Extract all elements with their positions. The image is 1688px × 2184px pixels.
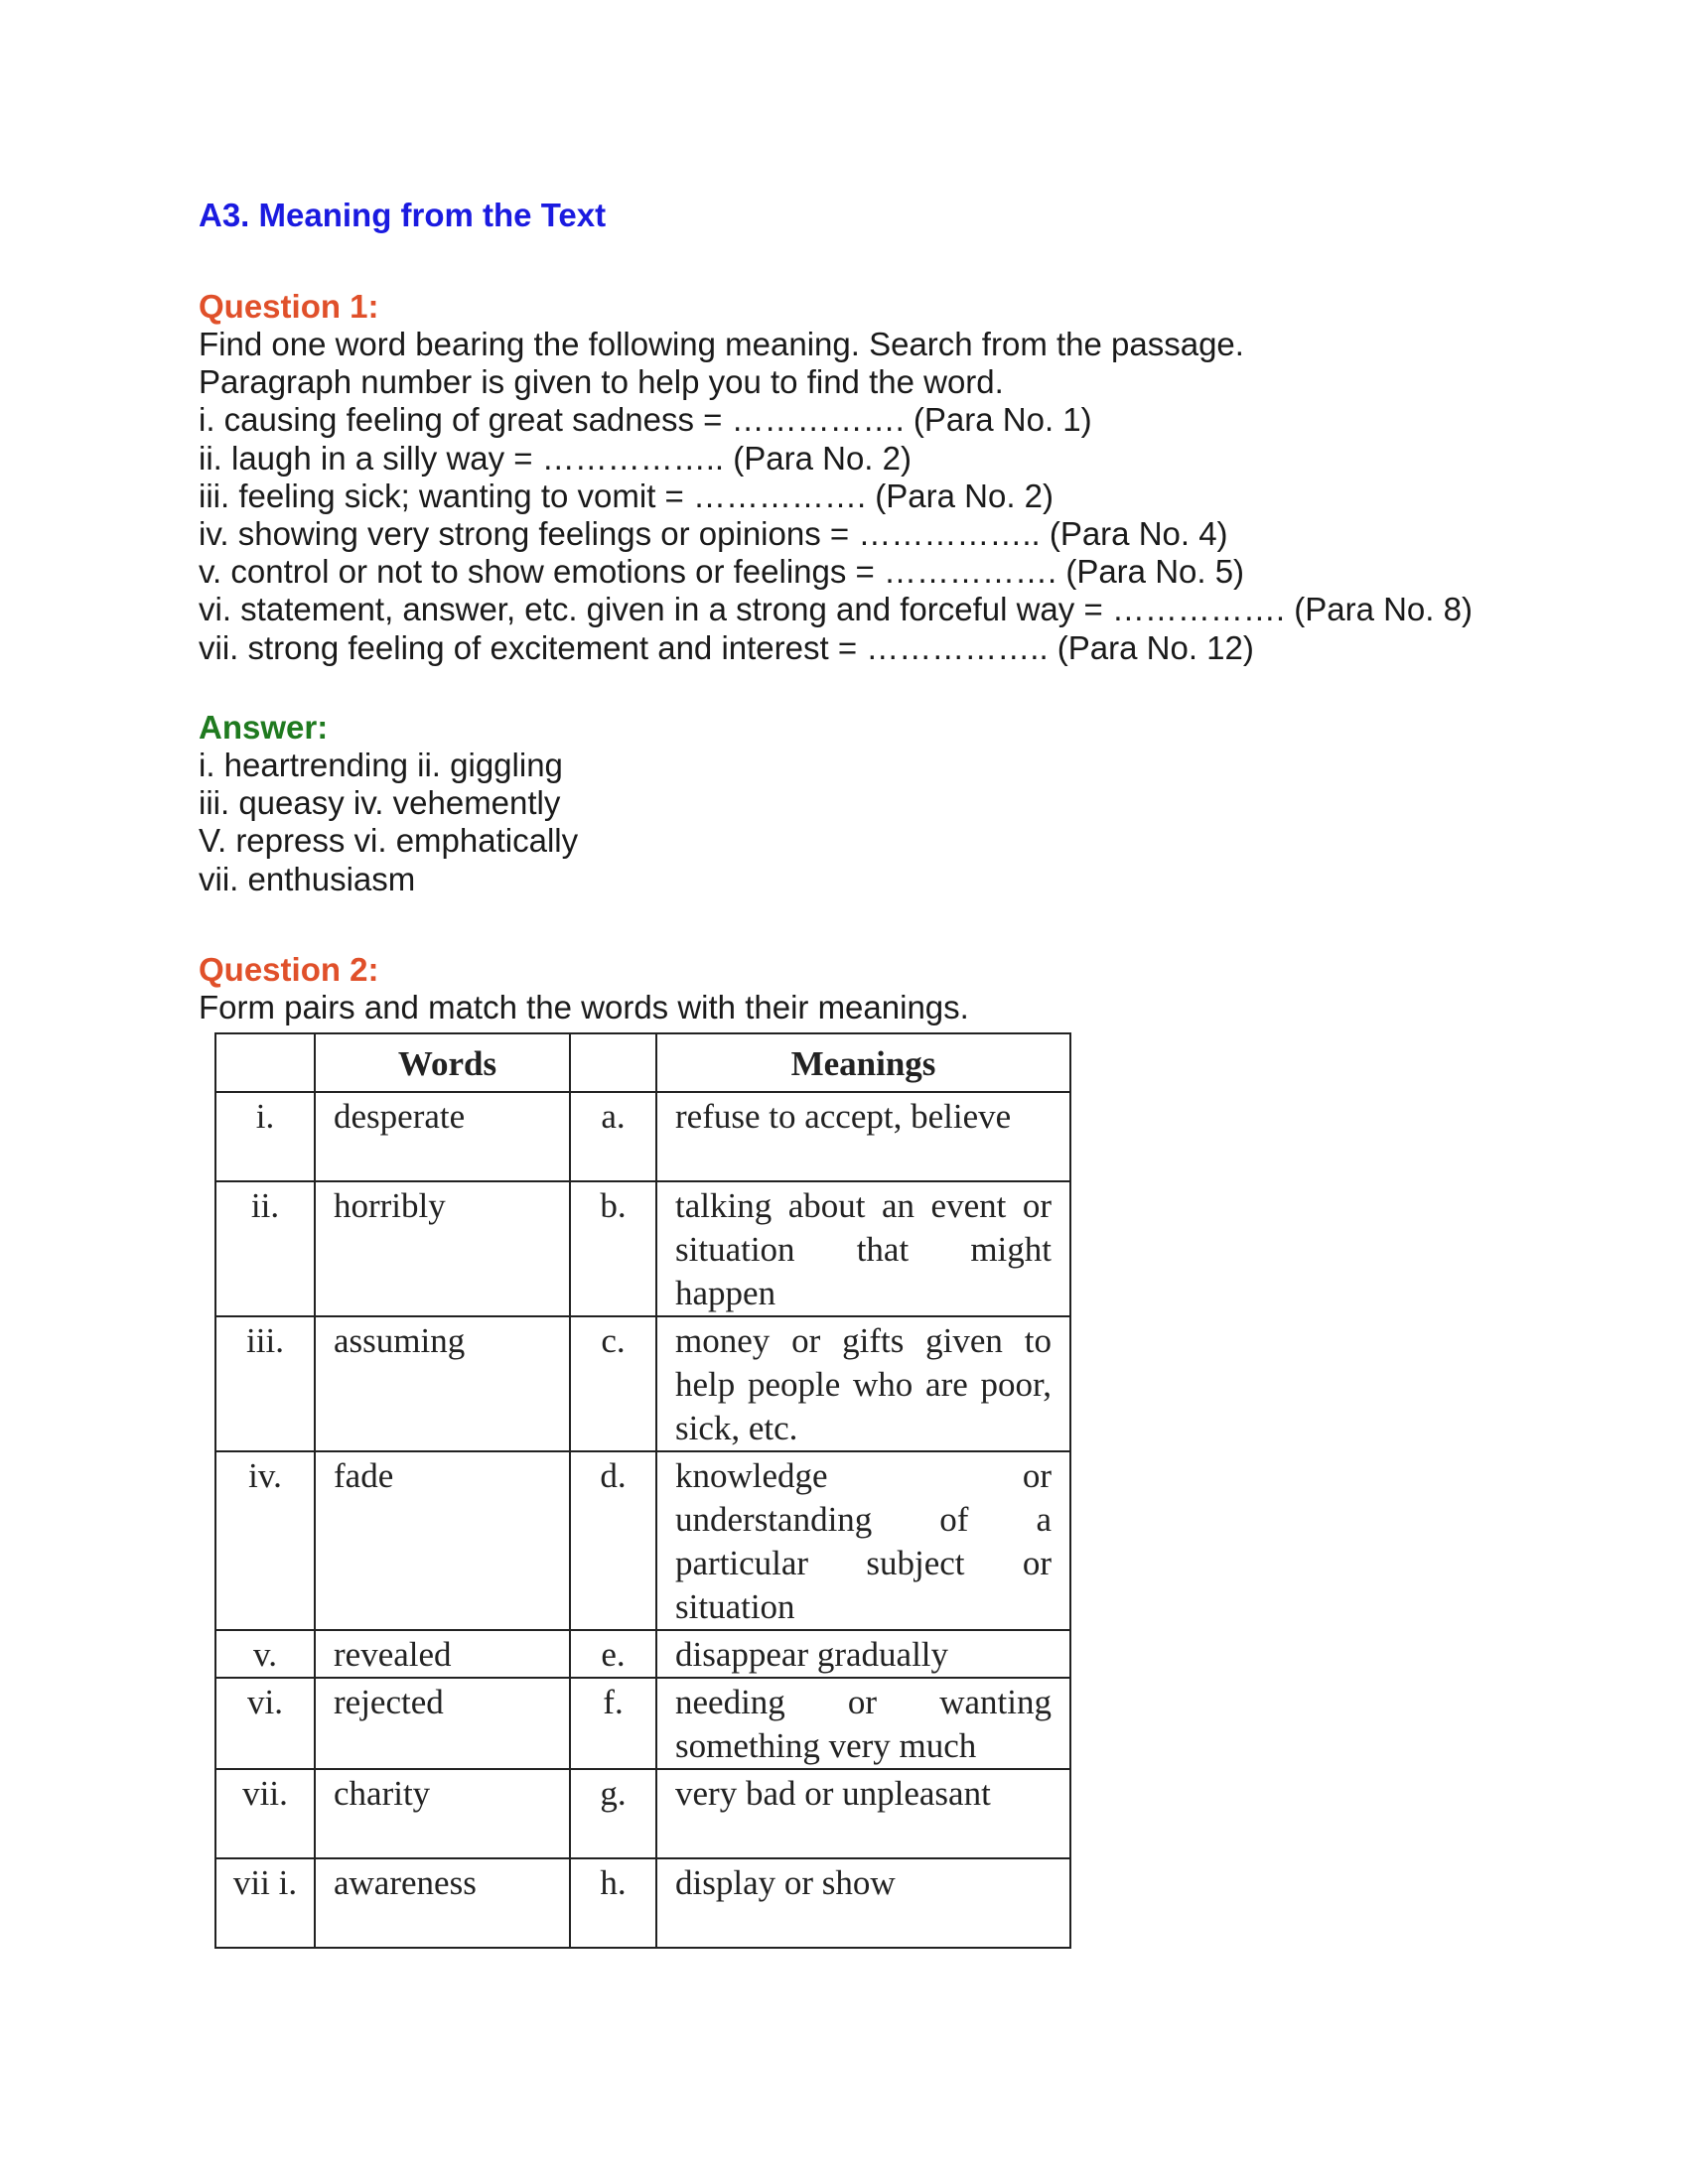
row-letter: g. xyxy=(570,1769,656,1858)
question-2-instruction: Form pairs and match the words with their meanings. xyxy=(199,989,969,1025)
row-number: vii i. xyxy=(215,1858,315,1948)
header-words: Words xyxy=(315,1033,570,1092)
row-number: ii. xyxy=(215,1181,315,1316)
row-letter: c. xyxy=(570,1316,656,1451)
answer-title: Answer: xyxy=(199,709,329,746)
row-letter: e. xyxy=(570,1630,656,1678)
row-number: i. xyxy=(215,1092,315,1181)
row-number: v. xyxy=(215,1630,315,1678)
table-row xyxy=(215,1630,1070,1678)
row-letter: d. xyxy=(570,1451,656,1630)
row-word: desperate xyxy=(315,1092,570,1181)
row-word: awareness xyxy=(315,1858,570,1948)
table-row xyxy=(215,1316,1070,1451)
question-1-item: vi. statement, answer, etc. given in a strong and forceful way = ……………. (Para No. 8) xyxy=(199,591,1473,628)
row-number: vi. xyxy=(215,1678,315,1769)
question-1-line: Paragraph number is given to help you to find the word. xyxy=(199,363,1004,401)
question-1-text xyxy=(199,326,1473,667)
section-title: A3. Meaning from the Text xyxy=(199,197,607,233)
row-meaning: needing or wanting something very much xyxy=(656,1678,1070,1769)
header-number xyxy=(215,1033,315,1092)
row-word: rejected xyxy=(315,1678,570,1769)
table-row xyxy=(215,1451,1070,1630)
table-row xyxy=(215,1181,1070,1316)
header-letter xyxy=(570,1033,656,1092)
question-1-item: vii. strong feeling of excitement and interest = …………….. (Para No. 12) xyxy=(199,628,1254,666)
question-1-item: iv. showing very strong feelings or opinions = …………….. (Para No. 4) xyxy=(199,514,1228,552)
row-word: assuming xyxy=(315,1316,570,1451)
answer-line: vii. enthusiasm xyxy=(199,860,416,897)
answer-text xyxy=(199,747,578,898)
question-1-line: Find one word bearing the following meaning. Search from the passage. xyxy=(199,326,1244,362)
question-1-item: ii. laugh in a silly way = …………….. (Para No. 2) xyxy=(199,439,912,477)
question-1-title: Question 1: xyxy=(199,288,379,325)
question-1-item: v. control or not to show emotions or feelings = ……………. (Para No. 5) xyxy=(199,553,1245,591)
row-meaning: money or gifts given to help people who are poor, sick, etc. xyxy=(656,1316,1070,1451)
row-number: vii. xyxy=(215,1769,315,1858)
row-meaning: knowledge or understanding of a particular subject or situation xyxy=(656,1451,1070,1630)
answer-line: V. repress vi. emphatically xyxy=(199,822,579,860)
row-meaning: very bad or unpleasant xyxy=(656,1769,1070,1858)
question-2-text xyxy=(199,989,969,1026)
row-word: revealed xyxy=(315,1630,570,1678)
table-row xyxy=(215,1092,1070,1181)
row-letter: a. xyxy=(570,1092,656,1181)
question-1-item: i. causing feeling of great sadness = ……………. (Para No. 1) xyxy=(199,401,1092,439)
row-word: fade xyxy=(315,1451,570,1630)
row-meaning: talking about an event or situation that might happen xyxy=(656,1181,1070,1316)
table-row xyxy=(215,1678,1070,1769)
row-number: iii. xyxy=(215,1316,315,1451)
row-meaning: disappear gradually xyxy=(656,1630,1070,1678)
row-letter: f. xyxy=(570,1678,656,1769)
row-word: horribly xyxy=(315,1181,570,1316)
row-word: charity xyxy=(315,1769,570,1858)
row-letter: b. xyxy=(570,1181,656,1316)
row-number: iv. xyxy=(215,1451,315,1630)
table-row xyxy=(215,1858,1070,1948)
match-table xyxy=(214,1032,1071,1949)
row-meaning: refuse to accept, believe xyxy=(656,1092,1070,1181)
header-meanings: Meanings xyxy=(656,1033,1070,1092)
table-row xyxy=(215,1769,1070,1858)
question-1-item: iii. feeling sick; wanting to vomit = ……………. (Para No. 2) xyxy=(199,477,1055,514)
question-2-title: Question 2: xyxy=(199,951,379,988)
answer-line: i. heartrending ii. giggling xyxy=(199,747,563,783)
row-letter: h. xyxy=(570,1858,656,1948)
row-meaning: display or show xyxy=(656,1858,1070,1948)
answer-line: iii. queasy iv. vehemently xyxy=(199,784,561,822)
table-header-row xyxy=(215,1033,1070,1092)
